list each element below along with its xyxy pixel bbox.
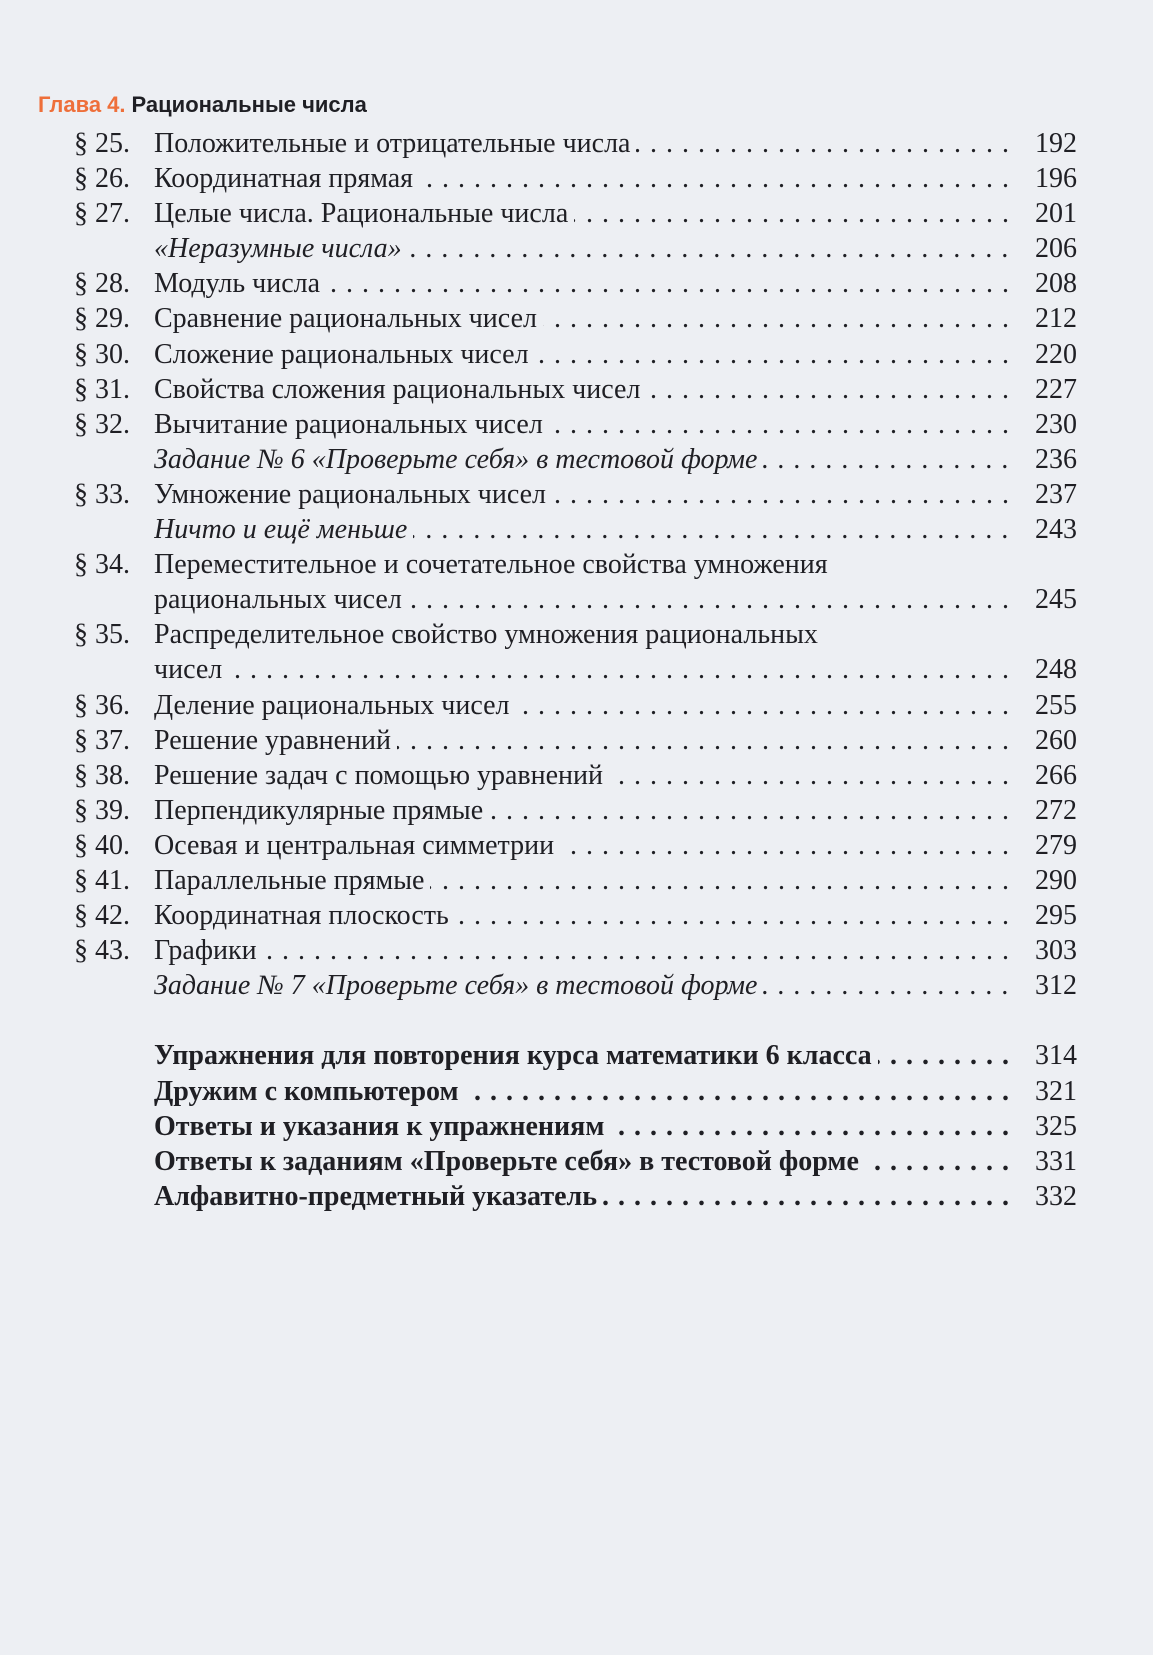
toc-page-number: 332: [1017, 1179, 1077, 1214]
toc-title-text: Ничто и ещё меньше: [154, 514, 413, 545]
toc-title-text: Целые числа. Рациональные числа: [154, 198, 574, 229]
toc-title-text: Вычитание рациональных чисел: [154, 409, 549, 440]
toc-title-text: чисел: [154, 654, 228, 685]
toc-title-text: Задание № 7 «Проверьте себя» в тестовой форме: [154, 970, 763, 1001]
chapter-title: Рациональные числа: [131, 92, 367, 117]
toc-entry: [0, 196, 1153, 231]
toc-section-number: § 42.: [74, 900, 130, 932]
toc-page-number: 260: [1017, 723, 1077, 758]
toc-entry: [0, 126, 1153, 161]
toc-section-number: § 40.: [74, 829, 130, 861]
toc-page-number: 220: [1017, 337, 1077, 372]
toc-title-text: Параллельные прямые: [154, 865, 430, 896]
toc-page-number: 196: [1017, 161, 1077, 196]
toc-entry: [0, 161, 1153, 196]
toc-title: [154, 582, 1037, 617]
toc-entry: [0, 582, 1153, 617]
toc-title-text: Графики: [154, 935, 263, 966]
toc-title: [154, 407, 1037, 442]
toc-title: [154, 126, 1037, 161]
toc-title: [154, 968, 1037, 1003]
toc-section-number: § 30.: [74, 338, 130, 370]
toc-section-number: § 25.: [74, 128, 130, 159]
toc-page-number: 201: [1017, 196, 1077, 231]
toc-page-number: 212: [1017, 301, 1077, 336]
toc-entry: [0, 933, 1153, 968]
toc-title: [154, 863, 1037, 898]
toc-page-number: 230: [1017, 407, 1077, 442]
toc-section-number: § 38.: [74, 759, 130, 791]
toc-page-number: 243: [1017, 512, 1077, 547]
toc-title: [154, 196, 1037, 231]
toc-section-number: § 35.: [74, 619, 130, 651]
toc-title-text: «Неразумные числа»: [154, 233, 408, 264]
toc-section-number: § 29.: [74, 303, 130, 335]
toc-title-text: Решение задач с помощью уравнений: [154, 760, 609, 791]
toc-title-text: Ответы и указания к упражнениям: [154, 1111, 610, 1142]
toc-entry: [0, 1109, 1153, 1144]
toc-section-number: § 26.: [74, 163, 130, 195]
toc-title: [154, 828, 1037, 863]
toc-entry: [0, 547, 1153, 582]
toc-title: [154, 723, 1037, 758]
toc-title-text: рациональных чисел: [154, 584, 408, 615]
toc-title: [154, 758, 1037, 793]
toc-page-number: 208: [1017, 266, 1077, 301]
toc-title: [154, 161, 1037, 196]
toc-title: [154, 477, 1037, 512]
toc-page-number: 227: [1017, 372, 1077, 407]
toc-title-text: Упражнения для повторения курса математики 6 класса: [154, 1040, 878, 1071]
toc-title-text: Распределительное свойство умножения рациональных: [154, 619, 824, 650]
toc-entry: [0, 828, 1153, 863]
toc-section-number: § 33.: [74, 478, 130, 510]
toc-section-number: § 37.: [74, 724, 130, 756]
toc-page-number: 314: [1017, 1038, 1077, 1073]
toc-entry: [0, 1074, 1153, 1109]
toc-page-number: 245: [1017, 582, 1077, 617]
toc-entry: [0, 863, 1153, 898]
toc-title: [154, 442, 1037, 477]
toc-page-number: 248: [1017, 652, 1077, 687]
toc-entry: [0, 266, 1153, 301]
toc-title-text: Осевая и центральная симметрии: [154, 830, 560, 861]
toc-title-text: Перпендикулярные прямые: [154, 795, 489, 826]
toc-title: [154, 372, 1037, 407]
toc-title: [154, 688, 1037, 723]
toc-page-number: 255: [1017, 688, 1077, 723]
toc-title: [154, 337, 1037, 372]
toc-title-text: Дружим с компьютером: [154, 1076, 465, 1107]
toc-title-text: Сложение рациональных чисел: [154, 339, 535, 370]
toc-page-number: 321: [1017, 1074, 1077, 1109]
toc-title: [154, 231, 1037, 266]
toc-title: [154, 652, 1037, 687]
chapter-number: Глава 4.: [38, 92, 126, 117]
toc-entry: [0, 898, 1153, 933]
toc-title-text: Деление рациональных чисел: [154, 690, 516, 721]
toc-title-text: Сравнение рациональных чисел: [154, 303, 543, 334]
toc-page-number: 279: [1017, 828, 1077, 863]
toc-entry: [0, 723, 1153, 758]
toc-title: [154, 898, 1037, 933]
toc-entry: [0, 231, 1153, 266]
toc-page-number: 290: [1017, 863, 1077, 898]
toc-entry: [0, 1038, 1153, 1073]
toc-entry: [0, 337, 1153, 372]
toc-entry: [0, 372, 1153, 407]
toc-entry: [0, 617, 1153, 652]
toc-title-text: Ответы к заданиям «Проверьте себя» в тестовой форме: [154, 1146, 865, 1177]
toc-title: [154, 1144, 1037, 1179]
toc-page-number: 236: [1017, 442, 1077, 477]
toc-page-number: 192: [1017, 126, 1077, 161]
toc-section-number: § 31.: [74, 373, 130, 405]
toc-entry: [0, 758, 1153, 793]
toc-title: [154, 617, 1037, 652]
toc-entry: [0, 442, 1153, 477]
toc-section-number: § 41.: [74, 864, 130, 896]
toc-section-number: § 36.: [74, 689, 130, 721]
toc-spacer: [0, 1003, 1153, 1038]
toc-title: [154, 793, 1037, 828]
toc-page-number: 206: [1017, 231, 1077, 266]
toc-title: [154, 301, 1037, 336]
toc-section-number: § 32.: [74, 408, 130, 440]
toc-title-text: Координатная плоскость: [154, 900, 455, 931]
toc-entry: [0, 407, 1153, 442]
toc-section-number: § 39.: [74, 794, 130, 826]
toc-entry: [0, 1179, 1153, 1214]
toc-entry: [0, 512, 1153, 547]
toc-entry: [0, 477, 1153, 512]
toc-page-number: 237: [1017, 477, 1077, 512]
toc-title-text: Задание № 6 «Проверьте себя» в тестовой форме: [154, 444, 763, 475]
toc-page-number: 331: [1017, 1144, 1077, 1179]
toc-title-text: Свойства сложения рациональных чисел: [154, 374, 646, 405]
toc-title: [154, 1179, 1037, 1214]
toc-entry: [0, 688, 1153, 723]
toc-page-number: 266: [1017, 758, 1077, 793]
toc-entry: [0, 1144, 1153, 1179]
toc-title-text: Координатная прямая: [154, 163, 419, 194]
toc-entry: [0, 301, 1153, 336]
toc-entry: [0, 652, 1153, 687]
toc-title: [154, 512, 1037, 547]
toc-title-text: Положительные и отрицательные числа: [154, 128, 636, 159]
toc-page-number: 303: [1017, 933, 1077, 968]
toc-title-text: Модуль числа: [154, 268, 326, 299]
toc-entry: [0, 793, 1153, 828]
toc-page-number: 272: [1017, 793, 1077, 828]
toc-entry: [0, 968, 1153, 1003]
toc-section-number: § 27.: [74, 198, 130, 230]
toc-title: [154, 266, 1037, 301]
toc-section-number: § 34.: [74, 549, 130, 581]
chapter-heading: [38, 90, 367, 120]
toc-section-number: § 28.: [74, 268, 130, 300]
toc-page-number: 312: [1017, 968, 1077, 1003]
table-of-contents: [0, 126, 1153, 1214]
toc-title: [154, 1074, 1037, 1109]
toc-title-text: Умножение рациональных чисел: [154, 479, 552, 510]
toc-title: [154, 933, 1037, 968]
toc-title-text: Решение уравнений: [154, 725, 397, 756]
toc-title: [154, 1109, 1037, 1144]
toc-page-number: 295: [1017, 898, 1077, 933]
toc-title-text: Переместительное и сочетательное свойства умножения: [154, 549, 834, 580]
toc-title: [154, 547, 1037, 582]
toc-section-number: § 43.: [74, 935, 130, 967]
toc-title: [154, 1038, 1037, 1073]
toc-page-number: 325: [1017, 1109, 1077, 1144]
toc-title-text: Алфавитно-предметный указатель: [154, 1181, 603, 1212]
